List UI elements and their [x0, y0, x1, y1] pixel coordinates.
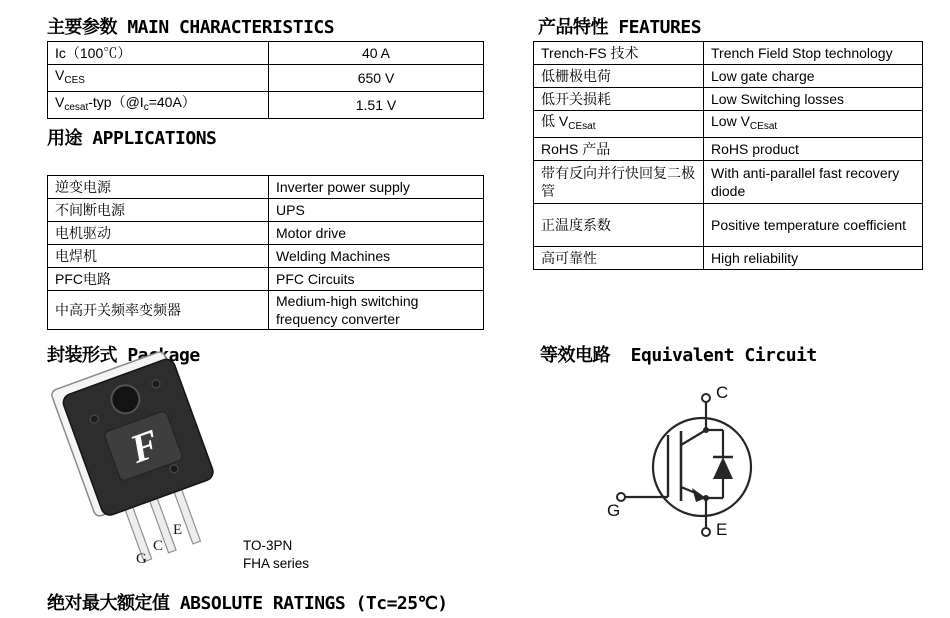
features-table: [533, 41, 923, 270]
table-row: [534, 88, 923, 111]
cn-cell: 逆变电源: [48, 176, 269, 199]
en-cell: Welding Machines: [269, 245, 484, 268]
gate-terminal: [617, 493, 625, 501]
table-row: [48, 176, 484, 199]
absolute-ratings-heading: 绝对最大额定值 ABSOLUTE RATINGS (Tc=25℃): [47, 593, 448, 614]
table-row: [534, 42, 923, 65]
cn-cell: 低栅极电荷: [534, 65, 704, 88]
en-cell: High reliability: [704, 247, 923, 270]
cn-cell: 带有反向并行快回复二极管: [534, 161, 704, 204]
en-cell: PFC Circuits: [269, 268, 484, 291]
en-cell: Inverter power supply: [269, 176, 484, 199]
en-cell: Motor drive: [269, 222, 484, 245]
en-cell: Low $V_{CEsat}$: [704, 111, 923, 138]
table-row: [534, 204, 923, 247]
table-row: [48, 199, 484, 222]
applications-table: [47, 175, 484, 330]
cn-cell: 电焊机: [48, 245, 269, 268]
cn-cell: PFC电路: [48, 268, 269, 291]
en-cell: Medium-high switching frequency converter: [269, 291, 484, 330]
applications-heading: 用途 APPLICATIONS: [47, 128, 217, 149]
table-row: [48, 268, 484, 291]
en-cell: Low gate charge: [704, 65, 923, 88]
circuit-label-g: G: [607, 501, 621, 520]
cn-cell: 低开关损耗: [534, 88, 704, 111]
cn-cell: 电机驱动: [48, 222, 269, 245]
en-cell: RoHS product: [704, 138, 923, 161]
value-cell: 650 V: [269, 65, 484, 92]
table-row: [48, 291, 484, 330]
package-pin-label-g: G: [136, 551, 147, 567]
package-caption: [243, 537, 309, 573]
table-row: [534, 65, 923, 88]
to-3pn-package-image: [26, 364, 231, 569]
features-heading: 产品特性 FEATURES: [538, 17, 702, 38]
circuit-label-e: E: [716, 520, 728, 539]
collector-terminal: [702, 394, 710, 402]
table-row: [534, 247, 923, 270]
table-row: [48, 65, 484, 92]
table-row: [534, 138, 923, 161]
table-row: [48, 42, 484, 65]
main-characteristics-table: [47, 41, 484, 119]
brand-logo-icon: F: [124, 420, 165, 472]
table-row: [48, 222, 484, 245]
param-cell: $V_{CES}$: [48, 65, 269, 92]
cn-cell: 中高开关频率变频器: [48, 291, 269, 330]
package-type: TO-3PN: [243, 538, 293, 553]
table-row: [534, 111, 923, 138]
cn-cell: 高可靠性: [534, 247, 704, 270]
igbt-equivalent-circuit-diagram: [586, 376, 826, 566]
param-cell: Ic（100℃）: [48, 42, 269, 65]
diode-icon: [713, 457, 733, 479]
emitter-terminal: [702, 528, 710, 536]
main-characteristics-heading: 主要参数 MAIN CHARACTERISTICS: [47, 17, 335, 38]
en-cell: With anti-parallel fast recovery diode: [704, 161, 923, 204]
cn-cell: Trench-FS 技术: [534, 42, 704, 65]
en-cell: Trench Field Stop technology: [704, 42, 923, 65]
value-cell: 40 A: [269, 42, 484, 65]
package-pin-label-e: E: [173, 522, 183, 538]
package-series: FHA series: [243, 556, 310, 571]
cn-cell: 低 $V_{CEsat}$: [534, 111, 704, 138]
package-heading: 封装形式 Package: [47, 345, 200, 366]
en-cell: UPS: [269, 199, 484, 222]
circuit-label-c: C: [716, 383, 729, 402]
cn-cell: 不间断电源: [48, 199, 269, 222]
equivalent-circuit-heading: 等效电路 Equivalent Circuit: [540, 345, 817, 366]
cn-cell: 正温度系数: [534, 204, 704, 247]
table-row: [534, 161, 923, 204]
package-pin-label-c: C: [153, 538, 164, 554]
value-cell: 1.51 V: [269, 92, 484, 119]
table-row: [48, 245, 484, 268]
cn-cell: RoHS 产品: [534, 138, 704, 161]
param-cell: $V_{cesat}-typ(@I_c=40A)$: [48, 92, 269, 119]
en-cell: Low Switching losses: [704, 88, 923, 111]
table-row: [48, 92, 484, 119]
en-cell: Positive temperature coefficient: [704, 204, 923, 247]
